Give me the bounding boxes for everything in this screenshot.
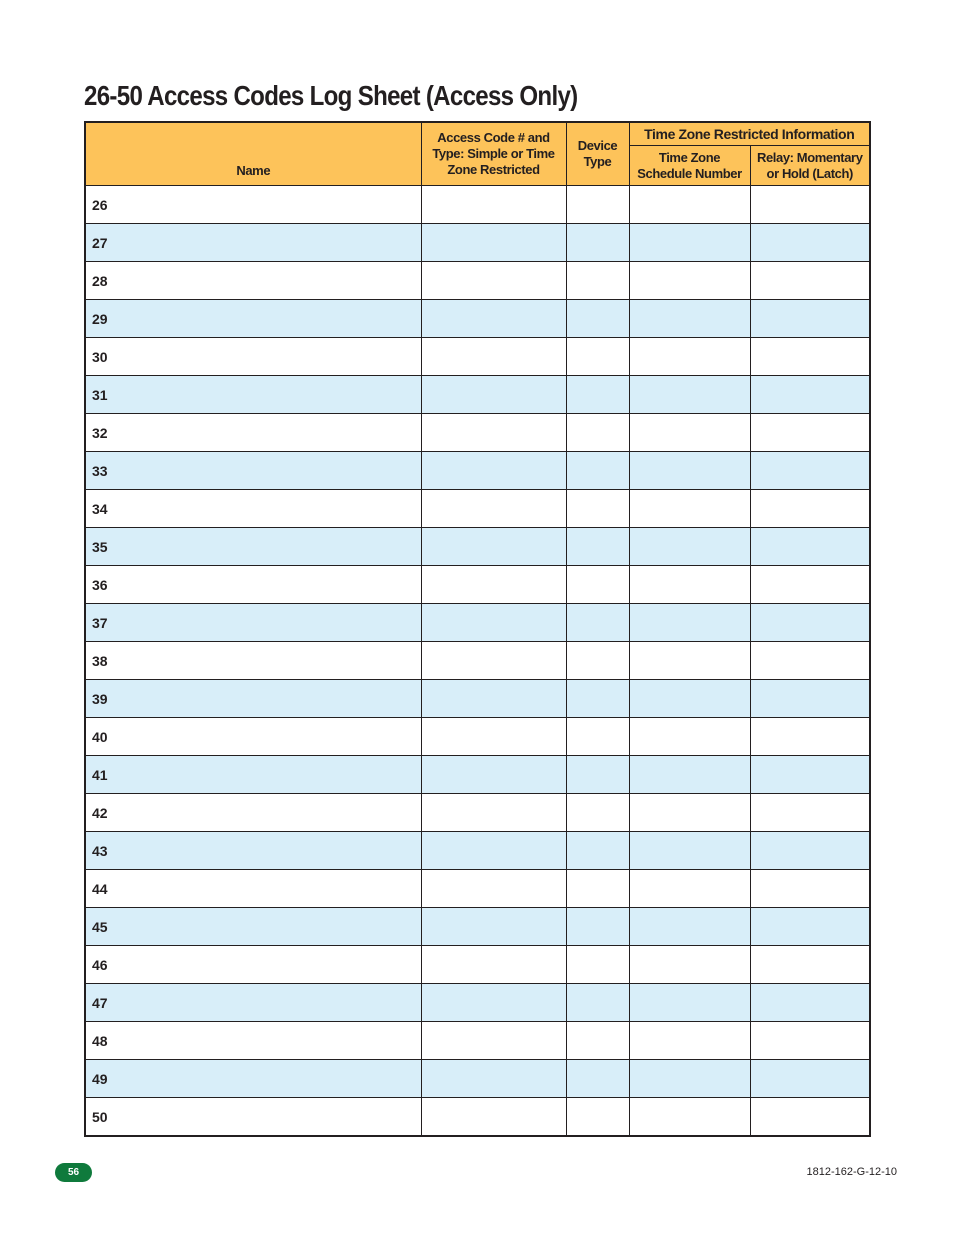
device-type-cell[interactable] <box>566 832 629 870</box>
access-code-cell[interactable] <box>421 224 566 262</box>
relay-cell[interactable] <box>750 452 870 490</box>
access-code-cell[interactable] <box>421 718 566 756</box>
device-type-cell[interactable] <box>566 566 629 604</box>
schedule-number-cell[interactable] <box>629 528 750 566</box>
page-number-badge: 56 <box>55 1163 92 1182</box>
schedule-number-cell[interactable] <box>629 908 750 946</box>
device-type-cell[interactable] <box>566 870 629 908</box>
row-number-cell: 35 <box>85 528 421 566</box>
table-row <box>85 224 870 262</box>
relay-cell[interactable] <box>750 718 870 756</box>
relay-cell[interactable] <box>750 566 870 604</box>
schedule-number-cell[interactable] <box>629 984 750 1022</box>
schedule-number-cell[interactable] <box>629 832 750 870</box>
schedule-number-cell[interactable] <box>629 1060 750 1098</box>
relay-cell[interactable] <box>750 908 870 946</box>
row-number-cell: 45 <box>85 908 421 946</box>
access-code-cell[interactable] <box>421 300 566 338</box>
table-row <box>85 452 870 490</box>
device-type-cell[interactable] <box>566 452 629 490</box>
table-row <box>85 414 870 452</box>
row-number-cell: 47 <box>85 984 421 1022</box>
table-row <box>85 300 870 338</box>
relay-cell[interactable] <box>750 490 870 528</box>
row-number-cell: 44 <box>85 870 421 908</box>
access-code-cell[interactable] <box>421 908 566 946</box>
device-type-cell[interactable] <box>566 528 629 566</box>
schedule-number-cell[interactable] <box>629 680 750 718</box>
device-type-cell[interactable] <box>566 262 629 300</box>
schedule-number-cell[interactable] <box>629 566 750 604</box>
access-code-cell[interactable] <box>421 452 566 490</box>
row-number-cell: 31 <box>85 376 421 414</box>
access-code-type-header: Access Code # and Type: Simple or Time Zone Restricted <box>421 122 566 186</box>
relay-cell[interactable] <box>750 604 870 642</box>
relay-cell[interactable] <box>750 794 870 832</box>
table-row <box>85 604 870 642</box>
schedule-number-cell[interactable] <box>629 794 750 832</box>
table-row <box>85 642 870 680</box>
access-code-cell[interactable] <box>421 832 566 870</box>
device-type-cell[interactable] <box>566 604 629 642</box>
relay-cell[interactable] <box>750 300 870 338</box>
table-row <box>85 832 870 870</box>
schedule-number-cell[interactable] <box>629 756 750 794</box>
time-zone-schedule-header: Time Zone Schedule Number <box>629 146 750 186</box>
row-number-cell: 46 <box>85 946 421 984</box>
device-type-cell[interactable] <box>566 186 629 224</box>
row-number-cell: 50 <box>85 1098 421 1137</box>
table-row <box>85 376 870 414</box>
table-row <box>85 870 870 908</box>
relay-cell[interactable] <box>750 414 870 452</box>
table-row <box>85 908 870 946</box>
schedule-number-cell[interactable] <box>629 376 750 414</box>
row-number-cell: 49 <box>85 1060 421 1098</box>
access-code-cell[interactable] <box>421 870 566 908</box>
device-type-cell[interactable] <box>566 1022 629 1060</box>
device-type-cell[interactable] <box>566 984 629 1022</box>
schedule-number-cell[interactable] <box>629 224 750 262</box>
access-code-cell[interactable] <box>421 186 566 224</box>
row-number-cell: 34 <box>85 490 421 528</box>
row-number-cell: 26 <box>85 186 421 224</box>
access-code-cell[interactable] <box>421 1098 566 1137</box>
schedule-number-cell[interactable] <box>629 1022 750 1060</box>
table-row <box>85 756 870 794</box>
table-row <box>85 1060 870 1098</box>
access-code-cell[interactable] <box>421 528 566 566</box>
device-type-cell[interactable] <box>566 224 629 262</box>
schedule-number-cell[interactable] <box>629 642 750 680</box>
table-row <box>85 528 870 566</box>
row-number-cell: 48 <box>85 1022 421 1060</box>
relay-cell[interactable] <box>750 1060 870 1098</box>
device-type-cell[interactable] <box>566 300 629 338</box>
access-code-cell[interactable] <box>421 984 566 1022</box>
device-type-cell[interactable] <box>566 680 629 718</box>
table-row <box>85 946 870 984</box>
access-code-cell[interactable] <box>421 642 566 680</box>
access-code-cell[interactable] <box>421 566 566 604</box>
device-type-cell[interactable] <box>566 756 629 794</box>
name-header: Name <box>85 122 421 186</box>
access-code-cell[interactable] <box>421 376 566 414</box>
schedule-number-cell[interactable] <box>629 604 750 642</box>
row-number-cell: 28 <box>85 262 421 300</box>
device-type-header: Device Type <box>566 122 629 186</box>
document-code: 1812-162-G-12-10 <box>806 1166 897 1178</box>
log-rows <box>85 186 870 1137</box>
table-row <box>85 262 870 300</box>
access-code-cell[interactable] <box>421 1060 566 1098</box>
access-code-cell[interactable] <box>421 680 566 718</box>
schedule-number-cell[interactable] <box>629 718 750 756</box>
access-codes-log-table <box>84 121 871 1137</box>
row-number-cell: 42 <box>85 794 421 832</box>
relay-header: Relay: Momentary or Hold (Latch) <box>750 146 870 186</box>
device-type-cell[interactable] <box>566 794 629 832</box>
relay-cell[interactable] <box>750 376 870 414</box>
table-row <box>85 490 870 528</box>
relay-cell[interactable] <box>750 756 870 794</box>
relay-cell[interactable] <box>750 262 870 300</box>
access-code-cell[interactable] <box>421 794 566 832</box>
row-number-cell: 30 <box>85 338 421 376</box>
access-code-cell[interactable] <box>421 756 566 794</box>
table-row <box>85 984 870 1022</box>
table-row <box>85 566 870 604</box>
row-number-cell: 39 <box>85 680 421 718</box>
schedule-number-cell[interactable] <box>629 186 750 224</box>
relay-cell[interactable] <box>750 870 870 908</box>
schedule-number-cell[interactable] <box>629 338 750 376</box>
schedule-number-cell[interactable] <box>629 414 750 452</box>
relay-cell[interactable] <box>750 642 870 680</box>
access-code-cell[interactable] <box>421 604 566 642</box>
relay-cell[interactable] <box>750 946 870 984</box>
row-number-cell: 37 <box>85 604 421 642</box>
relay-cell[interactable] <box>750 832 870 870</box>
relay-cell[interactable] <box>750 984 870 1022</box>
relay-cell[interactable] <box>750 680 870 718</box>
device-type-cell[interactable] <box>566 376 629 414</box>
row-number-cell: 43 <box>85 832 421 870</box>
page-title: 26-50 Access Codes Log Sheet (Access Only) <box>84 80 578 111</box>
device-type-cell[interactable] <box>566 908 629 946</box>
relay-cell[interactable] <box>750 1098 870 1137</box>
table-row <box>85 1098 870 1137</box>
row-number-cell: 27 <box>85 224 421 262</box>
row-number-cell: 29 <box>85 300 421 338</box>
device-type-cell[interactable] <box>566 338 629 376</box>
time-zone-info-header: Time Zone Restricted Information <box>629 122 870 146</box>
device-type-cell[interactable] <box>566 718 629 756</box>
relay-cell[interactable] <box>750 338 870 376</box>
relay-cell[interactable] <box>750 224 870 262</box>
schedule-number-cell[interactable] <box>629 262 750 300</box>
row-number-cell: 38 <box>85 642 421 680</box>
access-code-cell[interactable] <box>421 338 566 376</box>
table-row <box>85 1022 870 1060</box>
relay-cell[interactable] <box>750 186 870 224</box>
schedule-number-cell[interactable] <box>629 1098 750 1137</box>
schedule-number-cell[interactable] <box>629 490 750 528</box>
device-type-cell[interactable] <box>566 1098 629 1137</box>
relay-cell[interactable] <box>750 1022 870 1060</box>
row-number-cell: 33 <box>85 452 421 490</box>
relay-cell[interactable] <box>750 528 870 566</box>
device-type-cell[interactable] <box>566 490 629 528</box>
row-number-cell: 36 <box>85 566 421 604</box>
access-code-cell[interactable] <box>421 946 566 984</box>
access-code-cell[interactable] <box>421 490 566 528</box>
schedule-number-cell[interactable] <box>629 300 750 338</box>
table-row <box>85 680 870 718</box>
row-number-cell: 40 <box>85 718 421 756</box>
device-type-cell[interactable] <box>566 946 629 984</box>
access-code-cell[interactable] <box>421 1022 566 1060</box>
row-number-cell: 32 <box>85 414 421 452</box>
device-type-cell[interactable] <box>566 1060 629 1098</box>
table-row <box>85 794 870 832</box>
table-row <box>85 718 870 756</box>
table-row <box>85 338 870 376</box>
row-number-cell: 41 <box>85 756 421 794</box>
device-type-cell[interactable] <box>566 414 629 452</box>
table-row <box>85 186 870 224</box>
device-type-cell[interactable] <box>566 642 629 680</box>
schedule-number-cell[interactable] <box>629 452 750 490</box>
access-code-cell[interactable] <box>421 414 566 452</box>
schedule-number-cell[interactable] <box>629 870 750 908</box>
access-code-cell[interactable] <box>421 262 566 300</box>
schedule-number-cell[interactable] <box>629 946 750 984</box>
